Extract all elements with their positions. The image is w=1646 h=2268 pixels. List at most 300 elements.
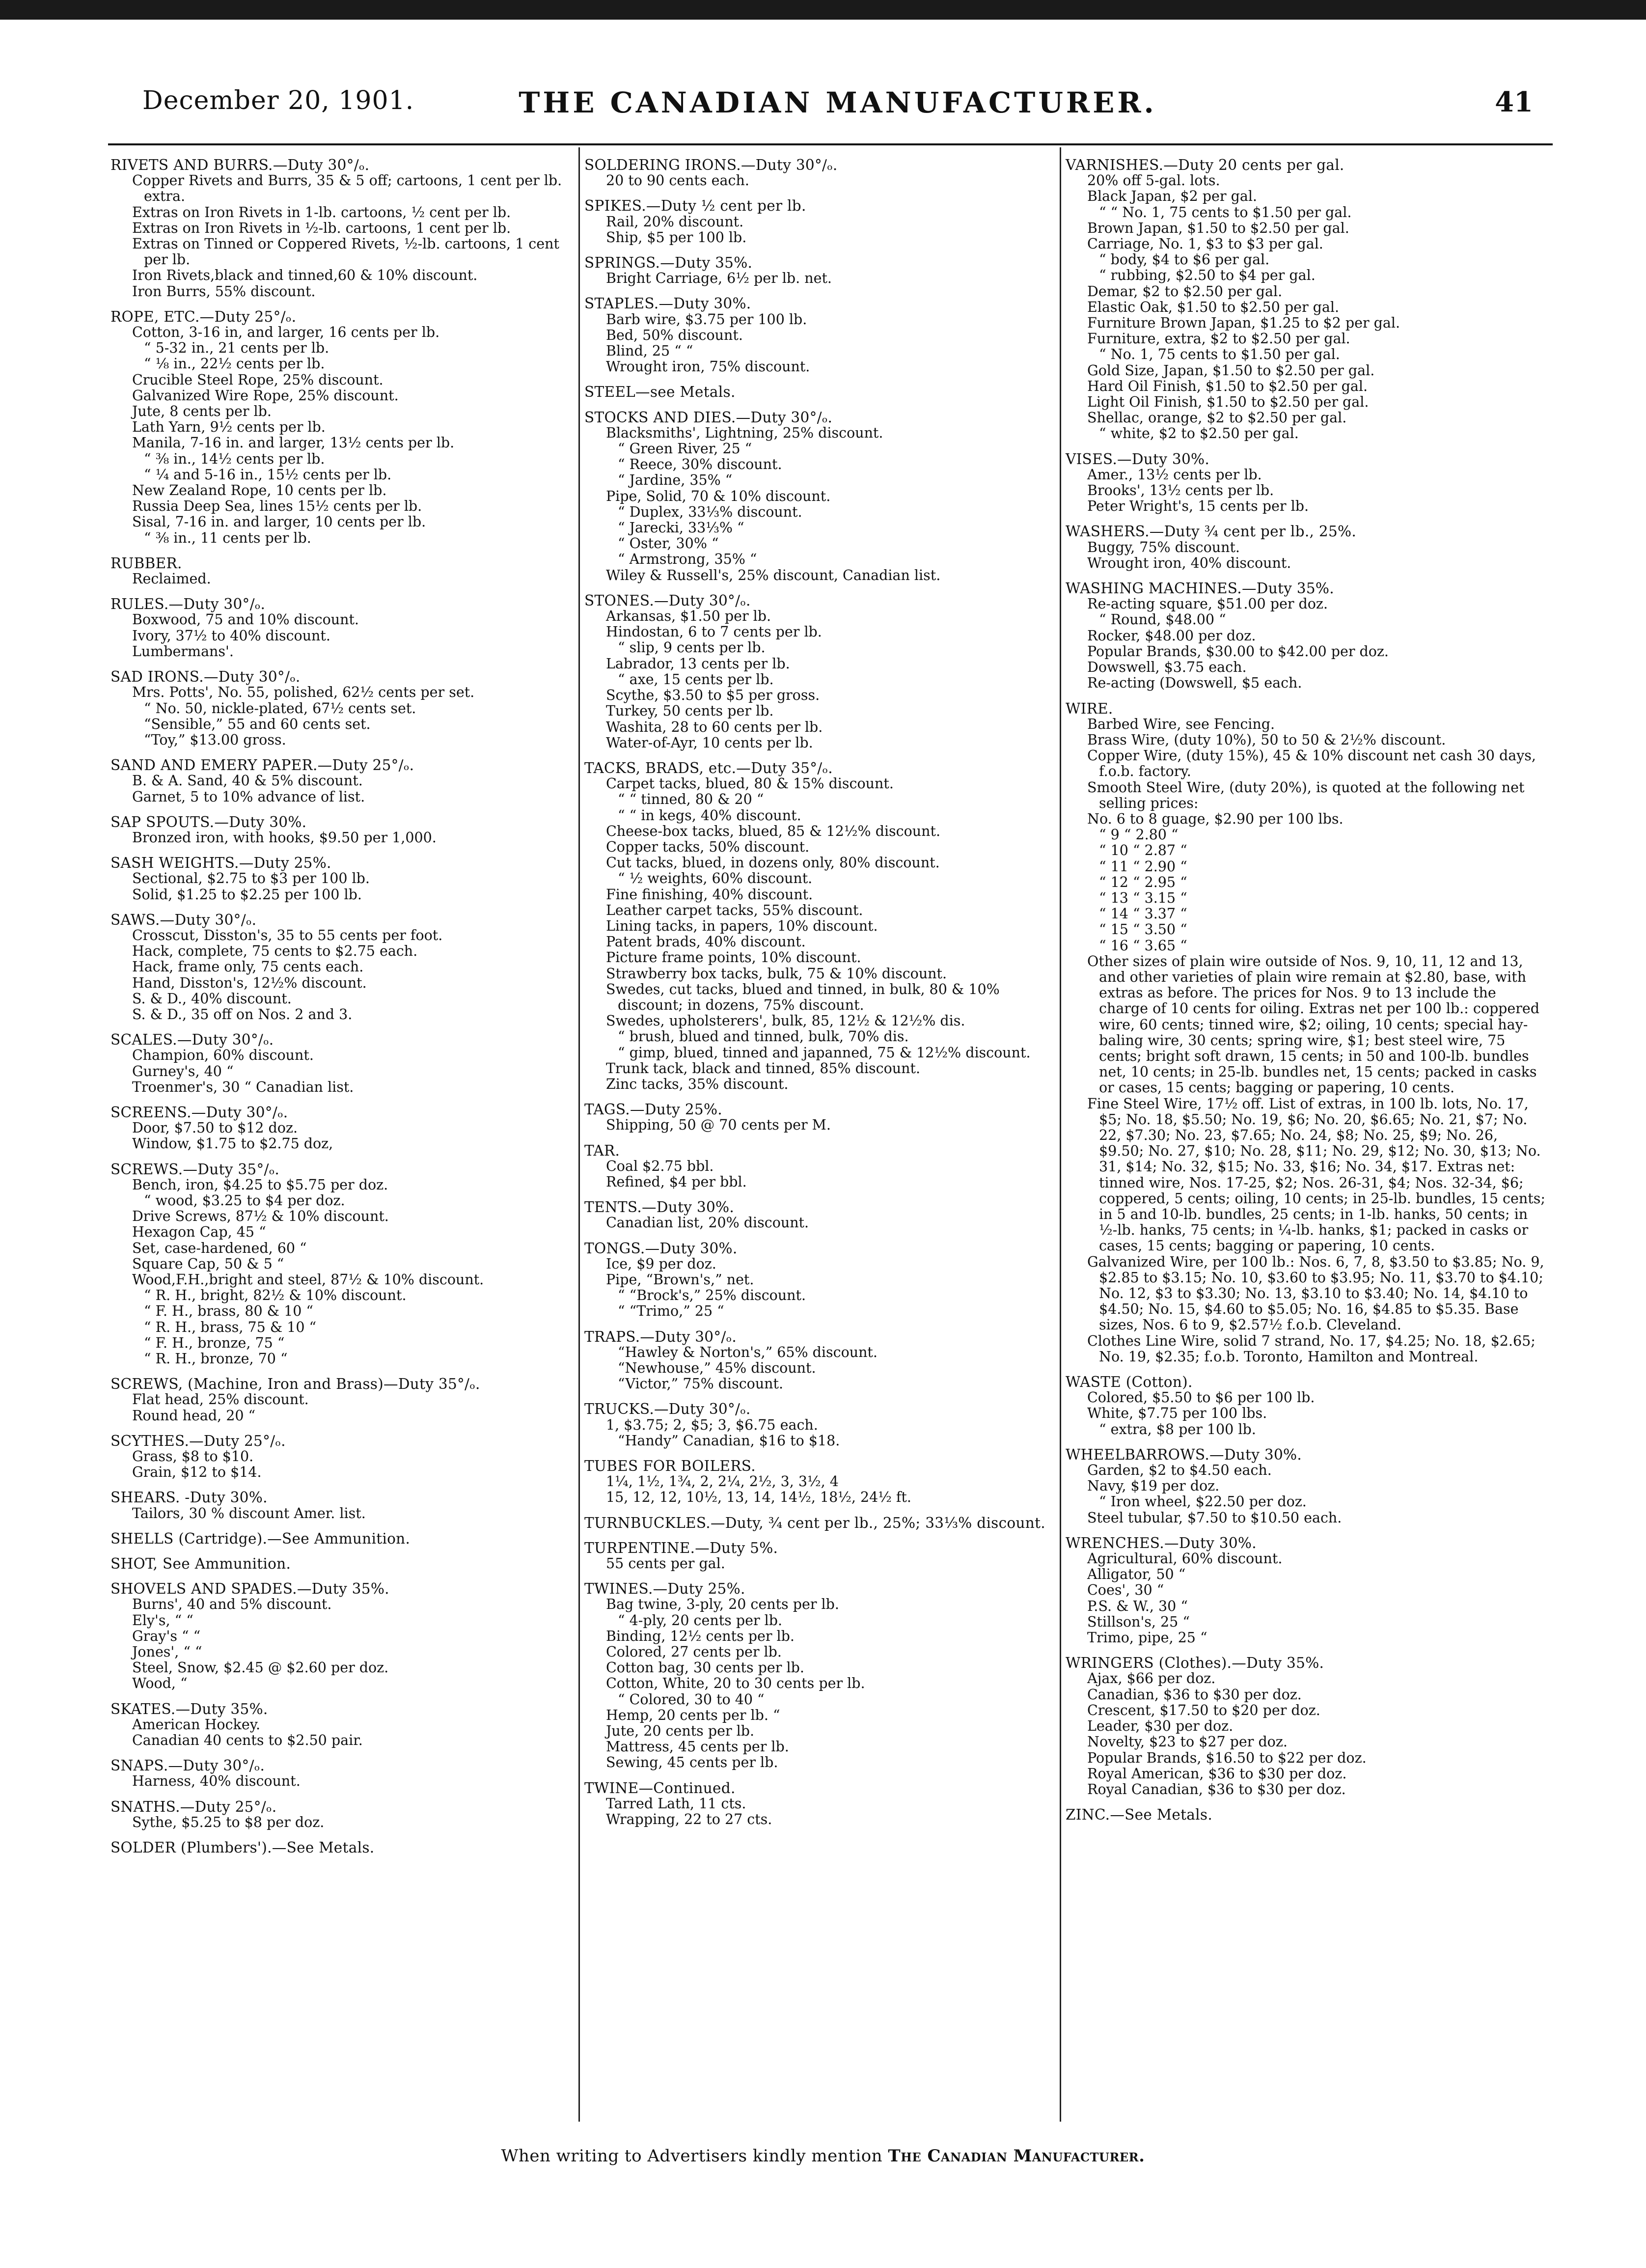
- column-divider: [1060, 147, 1061, 2122]
- price-line: Re-acting (Dowswell, $5 each.: [1087, 675, 1302, 691]
- price-line: Elastic Oak, $1.50 to $2.50 per gal.: [1087, 299, 1340, 315]
- price-line: Grass, $8 to $10.: [132, 1448, 254, 1465]
- price-section: [1066, 1535, 1547, 1646]
- price-line: Washita, 28 to 60 cents per lb.: [606, 719, 823, 735]
- price-section: [1066, 524, 1547, 571]
- price-line: Carpet tacks, blued, 80 & 15% discount.: [606, 775, 894, 792]
- price-line: “ 16 “ 3.65 “: [1099, 937, 1187, 954]
- price-line: Burns', 40 and 5% discount.: [132, 1596, 332, 1613]
- price-section: [584, 1199, 1053, 1231]
- price-line: Russia Deep Sea, lines 15½ cents per lb.: [132, 498, 422, 515]
- price-line: Crescent, $17.50 to $20 per doz.: [1087, 1702, 1320, 1718]
- price-line: Shellac, orange, $2 to $2.50 per gal.: [1087, 410, 1347, 426]
- price-line: Hemp, 20 cents per lb. “: [606, 1707, 780, 1723]
- price-line: Wood, “: [132, 1675, 188, 1692]
- price-line: “ 12 “ 2.95 “: [1099, 874, 1187, 890]
- price-line: Leather carpet tacks, 55% discount.: [606, 902, 863, 918]
- price-column-1: [110, 157, 567, 1865]
- price-line: 20 to 90 cents each.: [606, 172, 749, 189]
- section-heading: VISES.—Duty 30%.: [1066, 450, 1210, 468]
- price-section: [110, 1840, 567, 1855]
- price-line: Barbed Wire, see Fencing.: [1087, 716, 1275, 732]
- price-section: [584, 1540, 1053, 1572]
- price-line: Peter Wright's, 15 cents per lb.: [1087, 498, 1309, 515]
- price-line: Extras on Tinned or Coppered Rivets, ½-lb. cartoons, 1 cent per lb.: [132, 236, 564, 268]
- price-line: “Hawley & Norton's,” 65% discount.: [618, 1344, 878, 1360]
- section-heading: STEEL—see Metals.: [584, 384, 736, 401]
- price-line: Crosscut, Disston's, 35 to 55 cents per foot.: [132, 927, 443, 943]
- price-line: Solid, $1.25 to $2.25 per 100 lb.: [132, 886, 362, 903]
- price-line: Steel tubular, $7.50 to $10.50 each.: [1087, 1509, 1342, 1526]
- price-line: “ R. H., bronze, 70 “: [144, 1351, 288, 1367]
- price-line: Door, $7.50 to $12 doz.: [132, 1120, 298, 1136]
- price-column-3: [1066, 157, 1550, 1832]
- price-line: Cotton, White, 20 to 30 cents per lb.: [606, 1675, 865, 1692]
- price-line: Tailors, 30 % discount Amer. list.: [132, 1505, 366, 1521]
- price-line: “Sensible,” 55 and 60 cents set.: [144, 716, 371, 732]
- price-section: [110, 1531, 567, 1547]
- price-line: “ 5-32 in., 21 cents per lb.: [144, 340, 329, 357]
- price-line: Copper tacks, 50% discount.: [606, 838, 810, 855]
- section-heading: TAGS.—Duty 25%.: [584, 1101, 722, 1118]
- price-line: “Toy,” $13.00 gross.: [144, 731, 286, 748]
- price-line: “ Duplex, 33⅓% discount.: [618, 503, 802, 520]
- section-heading: SKATES.—Duty 35%.: [110, 1700, 268, 1717]
- price-line: Barb wire, $3.75 per 100 lb.: [606, 311, 807, 328]
- price-line: “ F. H., brass, 80 & 10 “: [144, 1303, 313, 1320]
- price-line: “ Green River, 25 “: [618, 441, 752, 457]
- price-line: “ rubbing, $2.50 to $4 per gal.: [1099, 267, 1316, 284]
- price-line: Cotton, 3-16 in, and larger, 16 cents per lb.: [132, 324, 440, 341]
- price-line: “ Oster, 30% “: [618, 535, 719, 552]
- price-line: 1¼, 1½, 1¾, 2, 2¼, 2½, 3, 3½, 4: [606, 1473, 839, 1490]
- price-line: Shipping, 50 @ 70 cents per M.: [606, 1117, 831, 1134]
- price-line: Flat head, 25% discount.: [132, 1391, 309, 1408]
- price-line: White, $7.75 per 100 lbs.: [1087, 1405, 1267, 1422]
- price-line: Cheese-box tacks, blued, 85 & 12½% discount.: [606, 823, 941, 839]
- section-heading: SCREWS, (Machine, Iron and Brass)—Duty 35°/ₒ.: [110, 1376, 480, 1393]
- price-line: S. & D., 40% discount.: [132, 990, 292, 1007]
- section-heading: WRINGERS (Clothes).—Duty 35%.: [1066, 1655, 1324, 1672]
- price-line: Wiley & Russell's, 25% discount, Canadian list.: [606, 567, 941, 583]
- price-line: Galvanized Wire, per 100 lb.: Nos. 6, 7, 8, $3.50 to $3.85; No. 9, $2.85 to $3.15; No. 10, $3.60 to $3.95; No. 11, $3.70 to $4.10; No. 12, $3 to $3.30; No. 13, $3.10 to $3.40; No. 14, $4.10 to $4.50; No. 15, $4.60 to $5.05; No. 16, $4.85 to $5.35. Base sizes, Nos. 6 to 9, $2.57½ f.o.b. Cleveland.: [1087, 1253, 1549, 1333]
- section-heading: SAND AND EMERY PAPER.—Duty 25°/ₒ.: [110, 757, 414, 774]
- section-heading: SHOT, See Ammunition.: [110, 1555, 291, 1573]
- section-heading: RIVETS AND BURRS.—Duty 30°/ₒ.: [110, 157, 370, 173]
- section-heading: WASHING MACHINES.—Duty 35%.: [1066, 580, 1334, 597]
- price-line: Harness, 40% discount.: [132, 1773, 301, 1790]
- section-heading: WASTE (Cotton).: [1066, 1374, 1193, 1391]
- header-rule: [108, 143, 1553, 145]
- price-line: Stillson's, 25 “: [1087, 1613, 1190, 1630]
- footer-publication-name: The Canadian Manufacturer.: [888, 2146, 1145, 2166]
- price-line: Rail, 20% discount.: [606, 213, 744, 230]
- price-section: [110, 1581, 567, 1691]
- price-line: “ Reece, 30% discount.: [618, 456, 782, 473]
- price-line: “Handy” Canadian, $16 to $18.: [618, 1432, 840, 1449]
- price-line: “ Colored, 30 to 40 “: [618, 1691, 765, 1708]
- section-heading: TWINE—Continued.: [584, 1779, 736, 1797]
- price-line: Sythe, $5.25 to $8 per doz.: [132, 1814, 325, 1830]
- price-line: “ slip, 9 cents per lb.: [618, 639, 766, 656]
- section-heading: RULES.—Duty 30°/ₒ.: [110, 596, 266, 613]
- price-line: Hack, frame only, 75 cents each.: [132, 959, 364, 975]
- price-line: Ship, $5 per 100 lb.: [606, 229, 747, 246]
- price-line: 15, 12, 12, 10½, 13, 14, 14½, 18½, 24½ ft.: [606, 1489, 911, 1506]
- price-section: [110, 757, 567, 805]
- price-line: Wrought iron, 40% discount.: [1087, 554, 1291, 571]
- section-heading: SOLDERING IRONS.—Duty 30°/ₒ.: [584, 157, 838, 173]
- section-heading: SCALES.—Duty 30°/ₒ.: [110, 1031, 274, 1049]
- price-line: Binding, 12½ cents per lb.: [606, 1628, 795, 1644]
- price-line: “ “ tinned, 80 & 20 “: [618, 791, 764, 808]
- price-line: Canadian 40 cents to $2.50 pair.: [132, 1732, 363, 1749]
- section-heading: SHEARS. -Duty 30%.: [110, 1489, 268, 1506]
- price-line: Fine Steel Wire, 17½ off. List of extras, in 100 lb. lots, No. 17, $5; No. 18, $5.50; No. 19, $6; No. 20, $6.65; No. 21, $7; No. 22, $7.30; No. 23, $7.65; No. 24, $8; No. 25, $9; No. 26, $9.50; No. 27, $10; No. 28, $11; No. 29, $12; No. 30, $13; No. 31, $14; No. 32, $15; No. 33, $16; No. 34, $17. Extras net: tinned wire, Nos. 17-25, $2; Nos. 26-31, $4; Nos. 32-34, $6; coppered, 5 cents; oiling, 10 cents; in 25-lb. bundles, 15 cents; in 5 and 10-lb. bundles, 25 cents; in 1-lb. hanks, 50 cents; in ½-lb. hanks, 75 cents; in ¼-lb. hanks, $1; packed in casks or cases, 15 cents; bagging or papering, 10 cents.: [1087, 1095, 1550, 1254]
- price-line: Reclaimed.: [132, 571, 211, 587]
- page-header: [142, 86, 1533, 130]
- price-line: “ No. 50, nickle-plated, 67½ cents set.: [144, 700, 416, 717]
- price-line: Black Japan, $2 per gal.: [1087, 188, 1257, 205]
- price-section: [584, 1143, 1053, 1190]
- price-line: “ 11 “ 2.90 “: [1099, 858, 1187, 875]
- price-section: [110, 1032, 567, 1095]
- price-section: [110, 669, 567, 748]
- price-line: Galvanized Wire Rope, 25% discount.: [132, 387, 399, 404]
- section-heading: VARNISHES.—Duty 20 cents per gal.: [1066, 157, 1344, 173]
- price-line: “ Armstrong, 35% “: [618, 551, 757, 568]
- price-line: Iron Burrs, 55% discount.: [132, 283, 316, 300]
- price-line: Steel, Snow, $2.45 @ $2.60 per doz.: [132, 1660, 389, 1676]
- section-heading: ZINC.—See Metals.: [1066, 1806, 1213, 1824]
- price-line: Other sizes of plain wire outside of Nos. 9, 10, 11, 12 and 13, and other varieties of plain wire remain at $2.80, base, with extras as before. The prices for Nos. 9 to 13 include the charge of 10 cents for oiling. Extras net per 100 lb.: coppered wire, 60 cents; tinned wire, $2; oiling, 10 cents; special hay-baling wire, 30 cents; spring wire, $1; best steel wire, 75 cents; bright soft drawn, 15 cents; in 50 and 100-lb. bundles net, 10 cents; in 25-lb. bundles net, 15 cents; packed in casks or cases, 15 cents; bagging or papering, 10 cents.: [1087, 953, 1544, 1096]
- section-heading: STAPLES.—Duty 30%.: [584, 295, 751, 312]
- price-line: Wrapping, 22 to 27 cts.: [606, 1811, 772, 1828]
- price-section: [584, 1401, 1053, 1449]
- price-line: Brooks', 13½ cents per lb.: [1087, 482, 1274, 499]
- price-line: Trimo, pipe, 25 “: [1087, 1630, 1207, 1646]
- section-heading: SPRINGS.—Duty 35%.: [584, 254, 753, 272]
- price-column-2: [584, 157, 1053, 1837]
- price-line: Buggy, 75% discount.: [1087, 539, 1240, 555]
- price-line: Light Oil Finish, $1.50 to $2.50 per gal.: [1087, 394, 1369, 411]
- price-line: Demar, $2 to $2.50 per gal.: [1087, 283, 1283, 300]
- price-section: [110, 1433, 567, 1481]
- price-line: American Hockey.: [132, 1716, 261, 1733]
- price-line: Swedes, upholsterers', bulk, 85, 12½ & 12½% dis.: [606, 1013, 965, 1029]
- price-section: [1066, 1374, 1547, 1438]
- section-heading: WRENCHES.—Duty 30%.: [1066, 1534, 1257, 1551]
- price-line: “ ⅜ in., 11 cents per lb.: [144, 529, 311, 546]
- price-line: Copper Wire, (duty 15%), 45 & 10% discount net cash 30 days, f.o.b. factory.: [1087, 747, 1541, 780]
- section-heading: SOLDER (Plumbers').—See Metals.: [110, 1839, 375, 1856]
- price-line: Wrought iron, 75% discount.: [606, 359, 810, 375]
- price-line: Refined, $4 per bbl.: [606, 1173, 747, 1190]
- price-line: Canadian, $36 to $30 per doz.: [1087, 1686, 1302, 1703]
- price-line: Wood,F.H.,bright and steel, 87½ & 10% discount.: [132, 1272, 484, 1288]
- price-line: Bench, iron, $4.25 to $5.75 per doz.: [132, 1176, 388, 1193]
- price-line: Lining tacks, in papers, 10% discount.: [606, 917, 878, 934]
- price-line: New Zealand Rope, 10 cents per lb.: [132, 482, 387, 499]
- price-line: “ 14 “ 3.37 “: [1099, 906, 1187, 922]
- price-section: [1066, 1447, 1547, 1526]
- price-line: “ gimp, blued, tinned and japanned, 75 & 12½% discount.: [618, 1044, 1031, 1061]
- price-line: Jones', “ “: [132, 1644, 202, 1660]
- price-line: Hard Oil Finish, $1.50 to $2.50 per gal.: [1087, 378, 1368, 394]
- price-line: 55 cents per gal.: [606, 1555, 725, 1572]
- price-section: [1066, 1807, 1547, 1823]
- price-line: Bed, 50% discount.: [606, 327, 743, 343]
- price-line: “ extra, $8 per 100 lb.: [1099, 1421, 1256, 1438]
- price-line: “ 13 “ 3.15 “: [1099, 889, 1187, 906]
- price-line: Set, case-hardened, 60 “: [132, 1240, 307, 1256]
- price-line: Colored, $5.50 to $6 per 100 lb.: [1087, 1389, 1315, 1406]
- price-line: Dowswell, $3.75 each.: [1087, 659, 1247, 676]
- price-line: Popular Brands, $30.00 to $42.00 per doz.: [1087, 643, 1389, 660]
- price-line: Lumbermans'.: [132, 643, 234, 660]
- section-heading: TWINES.—Duty 25%.: [584, 1580, 745, 1598]
- footer-notice: When writing to Advertisers kindly mention: [501, 2146, 888, 2166]
- price-section: [1066, 451, 1547, 515]
- price-line: Coal $2.75 bbl.: [606, 1158, 714, 1174]
- section-heading: TAR.: [584, 1142, 620, 1159]
- price-section: [110, 1799, 567, 1830]
- price-line: Hexagon Cap, 45 “: [132, 1224, 266, 1241]
- price-section: [584, 255, 1053, 286]
- price-line: Furniture, extra, $2 to $2.50 per gal.: [1087, 331, 1350, 347]
- price-line: Square Cap, 50 & 5 “: [132, 1255, 284, 1272]
- price-line: Bright Carriage, 6½ per lb. net.: [606, 270, 832, 287]
- section-heading: TURPENTINE.—Duty 5%.: [584, 1539, 778, 1556]
- price-line: Garnet, 5 to 10% advance of list.: [132, 788, 365, 805]
- price-line: “ 15 “ 3.50 “: [1099, 921, 1187, 938]
- price-section: [110, 1701, 567, 1749]
- price-line: Sewing, 45 cents per lb.: [606, 1754, 778, 1771]
- price-line: Boxwood, 75 and 10% discount.: [132, 611, 359, 628]
- price-section: [584, 1780, 1053, 1828]
- section-heading: TONGS.—Duty 30%.: [584, 1240, 738, 1257]
- section-heading: TURNBUCKLES.—Duty, ¾ cent per lb., 25%; 33⅓% discount.: [584, 1514, 1045, 1531]
- publication-title: THE CANADIAN MANUFACTURER.: [519, 86, 1157, 119]
- price-line: Cotton bag, 30 cents per lb.: [606, 1660, 804, 1676]
- price-line: Agricultural, 60% discount.: [1087, 1550, 1283, 1567]
- price-line: Turkey, 50 cents per lb.: [606, 703, 774, 719]
- price-section: [110, 1758, 567, 1789]
- section-heading: WHEELBARROWS.—Duty 30%.: [1066, 1446, 1302, 1463]
- price-section: [110, 309, 567, 546]
- price-line: “ ¼ and 5-16 in., 15½ cents per lb.: [144, 466, 392, 483]
- price-line: “ brush, blued and tinned, bulk, 70% dis.: [618, 1028, 909, 1045]
- price-line: “ Jardine, 35% “: [618, 472, 733, 489]
- price-line: Hindostan, 6 to 7 cents per lb.: [606, 624, 822, 640]
- price-line: “ wood, $3.25 to $4 per doz.: [144, 1192, 345, 1209]
- price-line: Coes', 30 “: [1087, 1582, 1164, 1599]
- price-line: Trunk tack, black and tinned, 85% discount.: [606, 1060, 920, 1077]
- section-heading: SNAPS.—Duty 30°/ₒ.: [110, 1757, 265, 1774]
- section-heading: TRAPS.—Duty 30°/ₒ.: [584, 1328, 737, 1345]
- price-section: [584, 157, 1053, 189]
- price-line: Water-of-Ayr, 10 cents per lb.: [606, 734, 813, 751]
- price-line: 20% off 5-gal. lots.: [1087, 172, 1220, 189]
- price-line: Patent brads, 40% discount.: [606, 934, 806, 950]
- price-section: [584, 1329, 1053, 1392]
- price-line: “ R. H., bright, 82½ & 10% discount.: [144, 1287, 407, 1304]
- price-line: Royal American, $36 to $30 per doz.: [1087, 1765, 1347, 1782]
- section-heading: SPIKES.—Duty ½ cent per lb.: [584, 197, 806, 215]
- price-line: “ ½ weights, 60% discount.: [618, 870, 813, 887]
- price-line: Labrador, 13 cents per lb.: [606, 655, 790, 672]
- section-heading: TENTS.—Duty 30%.: [584, 1199, 735, 1216]
- price-section: [584, 296, 1053, 375]
- price-line: “ “ in kegs, 40% discount.: [618, 807, 801, 824]
- price-section: [584, 1515, 1053, 1531]
- section-heading: SAD IRONS.—Duty 30°/ₒ.: [110, 668, 301, 686]
- price-line: Champion, 60% discount.: [132, 1047, 314, 1064]
- column-divider: [578, 147, 580, 2122]
- price-line: Leader, $30 per doz.: [1087, 1718, 1234, 1735]
- price-line: Ajax, $66 per doz.: [1087, 1670, 1216, 1687]
- price-line: “ 9 “ 2.80 “: [1099, 827, 1179, 843]
- price-line: Re-acting square, $51.00 per doz.: [1087, 596, 1328, 612]
- price-line: Rocker, $48.00 per doz.: [1087, 627, 1256, 644]
- price-line: Iron Rivets,black and tinned,60 & 10% discount.: [132, 267, 478, 284]
- price-section: [1066, 157, 1547, 442]
- price-line: P.S. & W., 30 “: [1087, 1598, 1188, 1614]
- section-heading: WASHERS.—Duty ¾ cent per lb., 25%.: [1066, 523, 1357, 540]
- price-line: Gold Size, Japan, $1.50 to $2.50 per gal.: [1087, 362, 1375, 379]
- price-line: Extras on Iron Rivets in 1-lb. cartoons, ½ cent per lb.: [132, 204, 511, 221]
- price-line: “ axe, 15 cents per lb.: [618, 671, 774, 688]
- price-section: [110, 596, 567, 660]
- price-line: Royal Canadian, $36 to $30 per doz.: [1087, 1781, 1346, 1798]
- section-heading: SAWS.—Duty 30°/ₒ.: [110, 911, 257, 928]
- price-line: Extras on Iron Rivets in ½-lb. cartoons, 1 cent per lb.: [132, 220, 511, 236]
- section-heading: ROPE, ETC.—Duty 25°/ₒ.: [110, 308, 297, 325]
- price-line: Jute, 20 cents per lb.: [606, 1723, 755, 1740]
- price-line: Popular Brands, $16.50 to $22 per doz.: [1087, 1749, 1367, 1766]
- price-line: “Newhouse,” 45% discount.: [618, 1360, 816, 1377]
- price-section: [110, 157, 567, 300]
- price-line: “ “Trimo,” 25 “: [618, 1303, 724, 1320]
- price-section: [584, 384, 1053, 400]
- price-section: [110, 1162, 567, 1367]
- price-section: [110, 912, 567, 1023]
- price-line: “ Round, $48.00 “: [1099, 611, 1226, 628]
- section-heading: SHELLS (Cartridge).—See Ammunition.: [110, 1530, 411, 1547]
- section-heading: TACKS, BRADS, etc.—Duty 35°/ₒ.: [584, 759, 833, 776]
- section-heading: SHOVELS AND SPADES.—Duty 35%.: [110, 1580, 389, 1598]
- price-line: Hack, complete, 75 cents to $2.75 each.: [132, 943, 418, 960]
- price-line: Gray's “ “: [132, 1628, 201, 1644]
- price-section: [584, 1581, 1053, 1770]
- price-line: Gurney's, 40 “: [132, 1063, 234, 1079]
- section-heading: SAP SPOUTS.—Duty 30%.: [110, 813, 307, 830]
- price-line: Pipe, “Brown's,” net.: [606, 1272, 754, 1288]
- price-line: Strawberry box tacks, bulk, 75 & 10% discount.: [606, 965, 947, 982]
- price-line: Smooth Steel Wire, (duty 20%), is quoted at the following net selling prices:: [1087, 779, 1529, 811]
- price-line: S. & D., 35 off on Nos. 2 and 3.: [132, 1006, 353, 1023]
- page-footer: [0, 2146, 1646, 2166]
- price-line: Ivory, 37½ to 40% discount.: [132, 627, 330, 644]
- price-line: Scythe, $3.50 to $5 per gross.: [606, 687, 820, 704]
- price-line: Fine finishing, 40% discount.: [606, 886, 813, 903]
- price-line: “ Iron wheel, $22.50 per doz.: [1099, 1494, 1307, 1510]
- price-line: Garden, $2 to $4.50 each.: [1087, 1462, 1272, 1479]
- price-line: Crucible Steel Rope, 25% discount.: [132, 371, 384, 388]
- price-line: Grain, $12 to $14.: [132, 1464, 262, 1481]
- price-line: No. 6 to 8 guage, $2.90 per 100 lbs.: [1087, 810, 1344, 827]
- price-line: B. & A. Sand, 40 & 5% discount.: [132, 773, 363, 789]
- price-line: Manila, 7-16 in. and larger, 13½ cents per lb.: [132, 435, 455, 451]
- price-line: “ white, $2 to $2.50 per gal.: [1099, 425, 1299, 442]
- price-section: [584, 410, 1053, 583]
- price-line: “ 4-ply, 20 cents per lb.: [618, 1612, 783, 1629]
- price-line: “ “Brock's,” 25% discount.: [618, 1287, 806, 1304]
- scanned-page-top-edge: [0, 0, 1646, 20]
- price-line: Furniture Brown Japan, $1.25 to $2 per gal.: [1087, 315, 1400, 332]
- price-line: “ body, $4 to $6 per gal.: [1099, 251, 1270, 268]
- price-section: [1066, 700, 1550, 1365]
- price-section: [110, 555, 567, 587]
- price-line: Zinc tacks, 35% discount.: [606, 1076, 789, 1092]
- price-line: Pipe, Solid, 70 & 10% discount.: [606, 488, 831, 504]
- price-section: [110, 814, 567, 846]
- price-line: “ No. 1, 75 cents to $1.50 per gal.: [1099, 346, 1340, 363]
- price-line: Amer., 13½ cents per lb.: [1087, 466, 1262, 483]
- price-line: Canadian list, 20% discount.: [606, 1215, 809, 1231]
- price-line: Novelty, $23 to $27 per doz.: [1087, 1734, 1288, 1750]
- section-heading: TUBES FOR BOILERS.: [584, 1458, 756, 1475]
- price-line: Bronzed iron, with hooks, $9.50 per 1,000.: [132, 829, 437, 846]
- price-line: Alligator, 50 “: [1087, 1566, 1186, 1583]
- price-line: Carriage, No. 1, $3 to $3 per gal.: [1087, 236, 1323, 252]
- section-heading: SCYTHES.—Duty 25°/ₒ.: [110, 1432, 286, 1449]
- price-section: [110, 1556, 567, 1572]
- section-heading: STOCKS AND DIES.—Duty 30°/ₒ.: [584, 409, 833, 426]
- price-line: “Victor,” 75% discount.: [618, 1376, 784, 1392]
- section-heading: TRUCKS.—Duty 30°/ₒ.: [584, 1401, 751, 1418]
- price-line: Ice, $9 per doz.: [606, 1255, 716, 1272]
- price-line: Bag twine, 3-ply, 20 cents per lb.: [606, 1596, 839, 1613]
- price-line: Jute, 8 cents per lb.: [132, 403, 272, 420]
- price-line: Mrs. Potts', No. 55, polished, 62½ cents per set.: [132, 684, 475, 701]
- price-line: Drive Screws, 87½ & 10% discount.: [132, 1208, 389, 1225]
- price-line: Arkansas, $1.50 per lb.: [606, 608, 771, 625]
- price-line: Sectional, $2.75 to $3 per 100 lb.: [132, 870, 370, 887]
- price-line: Picture frame points, 10% discount.: [606, 949, 861, 966]
- price-section: [110, 1490, 567, 1521]
- price-line: “ F. H., bronze, 75 “: [144, 1334, 285, 1351]
- price-line: Ely's, “ “: [132, 1612, 193, 1629]
- price-line: Tarred Lath, 11 cts.: [606, 1795, 746, 1812]
- price-line: Copper Rivets and Burrs, 35 & 5 off; cartoons, 1 cent per lb. extra.: [132, 172, 567, 205]
- section-heading: SCREWS.—Duty 35°/ₒ.: [110, 1161, 280, 1178]
- price-line: “ “ No. 1, 75 cents to $1.50 per gal.: [1099, 204, 1352, 221]
- price-section: [110, 1105, 567, 1152]
- price-line: “ ⅜ in., 14½ cents per lb.: [144, 450, 325, 467]
- price-line: Blacksmiths', Lightning, 25% discount.: [606, 424, 883, 441]
- section-heading: RUBBER.: [110, 554, 182, 572]
- price-line: 1, $3.75; 2, $5; 3, $6.75 each.: [606, 1416, 818, 1433]
- price-section: [1066, 581, 1547, 691]
- price-line: “ ⅛ in., 22½ cents per lb.: [144, 356, 325, 372]
- price-line: “ 10 “ 2.87 “: [1099, 842, 1187, 859]
- price-line: Swedes, cut tacks, blued and tinned, in bulk, 80 & 10% discount; in dozens, 75% discount.: [606, 981, 1004, 1013]
- price-line: Brown Japan, $1.50 to $2.50 per gal.: [1087, 220, 1349, 236]
- price-section: [584, 1241, 1053, 1320]
- issue-date: December 20, 1901.: [142, 86, 414, 115]
- price-line: Navy, $19 per doz.: [1087, 1478, 1220, 1494]
